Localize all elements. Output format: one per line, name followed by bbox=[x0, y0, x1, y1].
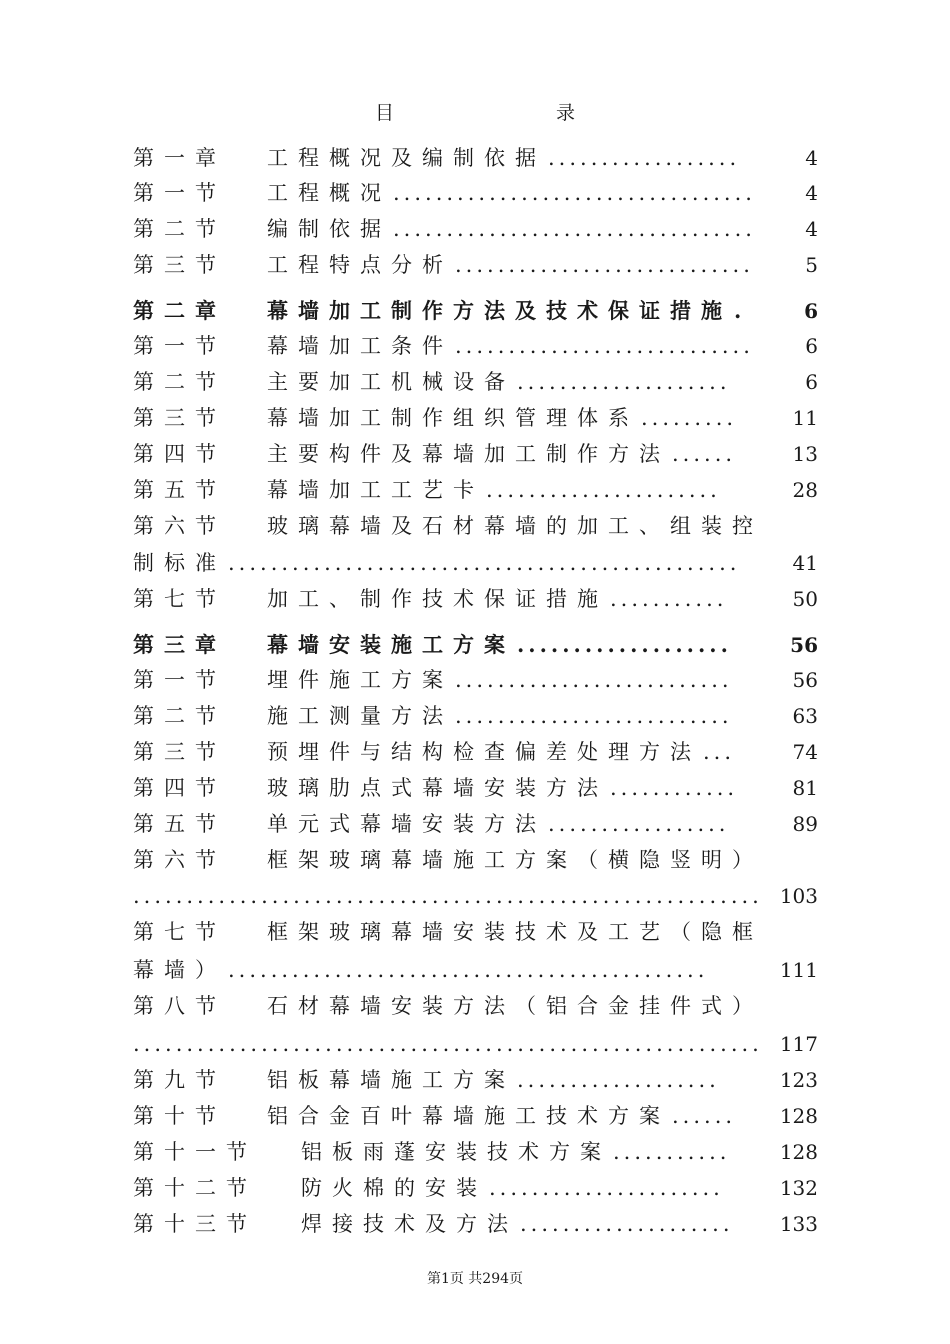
toc-entry-label: 第二章 bbox=[133, 298, 226, 323]
toc-entry-title: 防火棉的安装 bbox=[301, 1176, 487, 1200]
toc-entry-leader: ........................................................... bbox=[133, 884, 763, 908]
toc-entry[interactable] bbox=[133, 773, 818, 803]
toc-entry-label: 第十三节 bbox=[133, 1212, 257, 1236]
toc-entry-label: 第五节 bbox=[133, 812, 226, 836]
toc-entry-leader: .................... bbox=[520, 1212, 734, 1236]
toc-entry-title: 玻璃肋点式幕墙安装方法 bbox=[267, 776, 608, 800]
toc-entry-title: 工程概况 bbox=[267, 181, 391, 205]
toc-entry-page: 56 bbox=[792, 668, 818, 692]
toc-entry-title: 主要加工机械设备 bbox=[267, 370, 515, 394]
toc-entry-title: 石材幕墙安装方法（铝合金挂件式） bbox=[267, 994, 763, 1018]
toc-entry-label: 第八节 bbox=[133, 994, 226, 1018]
toc-entry-leader: ............................ bbox=[455, 334, 754, 358]
toc-entry-label: 第二节 bbox=[133, 704, 226, 728]
toc-entry-leader: ................. bbox=[548, 812, 730, 836]
toc-entry-leader: .................................. bbox=[393, 181, 756, 205]
toc-entry-leader: ............................ bbox=[455, 253, 754, 277]
toc-entry-leader: ... bbox=[703, 740, 736, 764]
toc-entry-title: 幕墙加工条件 bbox=[267, 334, 453, 358]
toc-entry-label: 第一章 bbox=[133, 146, 226, 170]
page-title: 目 录 bbox=[374, 102, 654, 124]
toc-entry[interactable] bbox=[133, 475, 818, 505]
toc-entry-label: 第二节 bbox=[133, 217, 226, 241]
toc-entry[interactable] bbox=[133, 548, 818, 578]
toc-entry[interactable] bbox=[133, 665, 818, 695]
toc-entry-label: 第三节 bbox=[133, 406, 226, 430]
toc-entry-page: 41 bbox=[792, 551, 818, 575]
toc-entry-label: 第十二节 bbox=[133, 1176, 257, 1200]
toc-entry-title: 制标准 bbox=[133, 551, 226, 575]
toc-entry-page: 117 bbox=[779, 1032, 818, 1056]
toc-entry-label: 第一节 bbox=[133, 334, 226, 358]
toc-entry-title: 幕墙安装施工方案 bbox=[267, 632, 515, 657]
toc-entry-leader: .................... bbox=[517, 370, 731, 394]
toc-entry-leader: .................................. bbox=[393, 217, 756, 241]
toc-entry[interactable] bbox=[133, 584, 818, 614]
toc-entry-title: 幕墙加工制作方法及技术保证措施 bbox=[267, 298, 732, 323]
toc-entry[interactable] bbox=[133, 1029, 818, 1059]
toc-entry[interactable] bbox=[133, 701, 818, 731]
toc-entry-page: 81 bbox=[792, 776, 818, 800]
toc-entry-page: 6 bbox=[805, 334, 818, 358]
toc-entry-title: 铝板幕墙施工方案 bbox=[267, 1068, 515, 1092]
toc-entry-leader: ...... bbox=[672, 442, 737, 466]
toc-entry-title: 焊接技术及方法 bbox=[301, 1212, 518, 1236]
toc-entry-page: 111 bbox=[779, 958, 818, 982]
toc-entry[interactable] bbox=[133, 250, 818, 280]
toc-entry-leader: ................... bbox=[517, 632, 732, 657]
toc-entry-page: 128 bbox=[779, 1140, 818, 1164]
toc-entry[interactable] bbox=[133, 630, 818, 660]
toc-entry-title: 编制依据 bbox=[267, 217, 391, 241]
toc-entry-leader: ...... bbox=[672, 1104, 737, 1128]
toc-entry-title: 预埋件与结构检查偏差处理方法 bbox=[267, 740, 701, 764]
toc-entry-page: 13 bbox=[792, 442, 818, 466]
toc-entry-label: 第三章 bbox=[133, 632, 226, 657]
toc-entry-page: 123 bbox=[779, 1068, 818, 1092]
toc-entry-page: 28 bbox=[792, 478, 818, 502]
toc-entry-page: 103 bbox=[779, 884, 818, 908]
toc-entry-label: 第十节 bbox=[133, 1104, 226, 1128]
toc-entry[interactable] bbox=[133, 403, 818, 433]
toc-entry-title: 加工、制作技术保证措施 bbox=[267, 587, 608, 611]
toc-entry-label: 第七节 bbox=[133, 587, 226, 611]
toc-entry-page: 63 bbox=[792, 704, 818, 728]
toc-entry-title: 埋件施工方案 bbox=[267, 668, 453, 692]
toc-entry-page: 4 bbox=[805, 181, 818, 205]
toc-entry[interactable] bbox=[133, 809, 818, 839]
toc-entry-leader: . bbox=[734, 298, 746, 323]
toc-entry-page: 56 bbox=[790, 633, 818, 657]
toc-entry[interactable] bbox=[133, 1101, 818, 1131]
toc-entry[interactable] bbox=[133, 1209, 818, 1239]
toc-entry-label: 第九节 bbox=[133, 1068, 226, 1092]
toc-entry-label: 第二节 bbox=[133, 370, 226, 394]
toc-entry-page: 132 bbox=[779, 1176, 818, 1200]
toc-entry[interactable] bbox=[133, 367, 818, 397]
toc-entry-label: 第一节 bbox=[133, 181, 226, 205]
toc-entry-title: 框架玻璃幕墙施工方案（横隐竖明） bbox=[267, 848, 763, 872]
toc-entry-page: 50 bbox=[792, 587, 818, 611]
toc-entry-page: 133 bbox=[779, 1212, 818, 1236]
toc-entry-page: 128 bbox=[779, 1104, 818, 1128]
toc-entry-leader: ...................... bbox=[489, 1176, 724, 1200]
toc-entry[interactable] bbox=[133, 296, 818, 326]
toc-entry-leader: ........... bbox=[613, 1140, 731, 1164]
toc-entry-title: 幕墙加工制作组织管理体系 bbox=[267, 406, 639, 430]
toc-entry-page: 4 bbox=[805, 217, 818, 241]
toc-entry[interactable] bbox=[133, 737, 818, 767]
toc-entry-label: 第四节 bbox=[133, 776, 226, 800]
toc-entry-leader: .......................... bbox=[455, 704, 733, 728]
toc-entry-leader: ............ bbox=[610, 776, 739, 800]
toc-entry[interactable] bbox=[133, 214, 818, 244]
toc-entry-leader: .................. bbox=[548, 146, 741, 170]
toc-entry[interactable] bbox=[133, 955, 818, 985]
toc-entry[interactable] bbox=[133, 845, 818, 875]
toc-entry[interactable] bbox=[133, 1065, 818, 1095]
toc-entry-page: 5 bbox=[805, 253, 818, 277]
toc-entry-leader: ............................................. bbox=[228, 958, 709, 982]
toc-entry-leader: ........................................................... bbox=[133, 1032, 763, 1056]
toc-entry[interactable] bbox=[133, 331, 818, 361]
toc-entry[interactable] bbox=[133, 439, 818, 469]
toc-entry-title: 铝板雨蓬安装技术方案 bbox=[301, 1140, 611, 1164]
toc-entry[interactable] bbox=[133, 178, 818, 208]
toc-entry-leader: ................................................ bbox=[228, 551, 741, 575]
toc-entry-label: 第六节 bbox=[133, 848, 226, 872]
toc-entry-title: 玻璃幕墙及石材幕墙的加工、组装控 bbox=[267, 514, 763, 538]
toc-entry-leader: .......................... bbox=[455, 668, 733, 692]
toc-entry-page: 89 bbox=[792, 812, 818, 836]
toc-entry-title: 主要构件及幕墙加工制作方法 bbox=[267, 442, 670, 466]
toc-entry[interactable] bbox=[133, 881, 818, 911]
toc-entry[interactable] bbox=[133, 991, 818, 1021]
page-footer: 第1页 共294页 bbox=[426, 1271, 524, 1287]
toc-entry[interactable] bbox=[133, 1137, 818, 1167]
toc-entry-title: 铝合金百叶幕墙施工技术方案 bbox=[267, 1104, 670, 1128]
toc-entry-title: 幕墙） bbox=[133, 958, 226, 982]
toc-entry-label: 第五节 bbox=[133, 478, 226, 502]
toc-entry-page: 6 bbox=[805, 370, 818, 394]
toc-entry-page: 6 bbox=[804, 299, 818, 323]
toc-entry-label: 第四节 bbox=[133, 442, 226, 466]
toc-entry-title: 工程特点分析 bbox=[267, 253, 453, 277]
toc-entry-title: 框架玻璃幕墙安装技术及工艺（隐框 bbox=[267, 920, 763, 944]
toc-entry-leader: ...................... bbox=[486, 478, 721, 502]
toc-entry-leader: ........... bbox=[610, 587, 728, 611]
toc-entry-label: 第七节 bbox=[133, 920, 226, 944]
toc-entry-leader: ......... bbox=[641, 406, 738, 430]
toc-entry-label: 第一节 bbox=[133, 668, 226, 692]
toc-entry[interactable] bbox=[133, 1173, 818, 1203]
toc-entry-title: 工程概况及编制依据 bbox=[267, 146, 546, 170]
toc-entry-label: 第三节 bbox=[133, 740, 226, 764]
toc-entry[interactable] bbox=[133, 143, 818, 173]
toc-entry-leader: ................... bbox=[517, 1068, 720, 1092]
toc-entry-title: 幕墙加工工艺卡 bbox=[267, 478, 484, 502]
toc-entry[interactable] bbox=[133, 511, 818, 541]
toc-entry-label: 第十一节 bbox=[133, 1140, 257, 1164]
toc-entry-page: 74 bbox=[792, 740, 818, 764]
toc-entry-label: 第六节 bbox=[133, 514, 226, 538]
toc-entry-title: 单元式幕墙安装方法 bbox=[267, 812, 546, 836]
toc-entry-page: 11 bbox=[792, 406, 818, 430]
toc-entry-label: 第三节 bbox=[133, 253, 226, 277]
toc-entry-title: 施工测量方法 bbox=[267, 704, 453, 728]
toc-entry[interactable] bbox=[133, 917, 818, 947]
toc-entry-page: 4 bbox=[805, 146, 818, 170]
